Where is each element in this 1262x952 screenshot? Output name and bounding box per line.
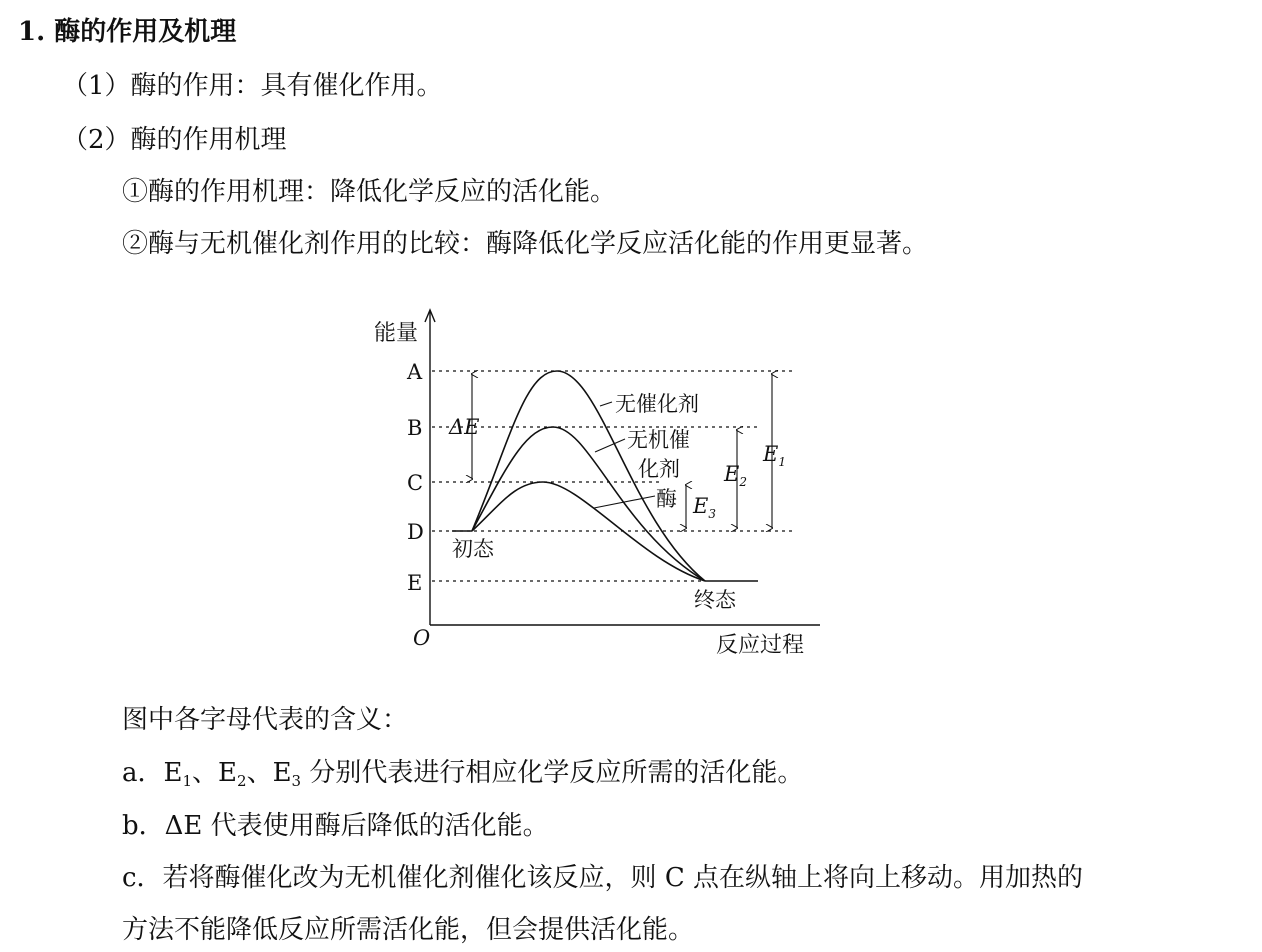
y-axis-label: 能量 <box>374 321 419 346</box>
point-2: ②酶与无机催化剂作用的比较：酶降低化学反应活化能的作用更显著。 <box>122 229 929 259</box>
level-b-label: B <box>407 416 423 440</box>
level-d-label: D <box>407 520 424 544</box>
label-inorganic-1: 无机催 <box>627 428 690 452</box>
level-a-label: A <box>407 360 423 384</box>
leader-no-catalyst <box>600 402 612 406</box>
note-b: b．ΔE 代表使用酶后降低的活化能。 <box>122 811 549 841</box>
item-1: （1）酶的作用：具有催化作用。 <box>62 71 443 101</box>
label-inorganic-2: 化剂 <box>638 457 680 481</box>
point-1: ①酶的作用机理：降低化学反应的活化能。 <box>122 177 617 207</box>
note-c-line-1: c．若将酶催化改为无机催化剂催化该反应，则 C 点在纵轴上将向上移动。用加热的 <box>122 863 1083 893</box>
notes-heading: 图中各字母代表的含义： <box>122 705 409 735</box>
note-a: a．$E_1$、$E_2$、$E_3$ 分别代表进行相应化学反应所需的活化能。 <box>122 758 804 790</box>
section-number: 1. <box>18 17 46 47</box>
x-axis-label: 反应过程 <box>716 633 805 658</box>
label-enzyme: 酶 <box>656 487 677 511</box>
note-c-line-2: 方法不能降低反应所需活化能，但会提供活化能。 <box>122 915 695 945</box>
label-delta-e: ΔE <box>449 415 480 439</box>
section-title: 酶的作用及机理 <box>54 17 237 47</box>
label-initial-state: 初态 <box>452 537 494 561</box>
label-e1: $E_1$ <box>763 442 786 469</box>
level-e-label: E <box>407 571 423 595</box>
label-no-catalyst: 无催化剂 <box>615 392 699 416</box>
label-final-state: 终态 <box>694 588 736 612</box>
label-e3: $E_3$ <box>693 494 716 521</box>
label-e2: $E_2$ <box>724 462 747 489</box>
leader-inorganic <box>595 439 625 452</box>
level-c-label: C <box>407 471 424 495</box>
item-2: （2）酶的作用机理 <box>62 125 287 155</box>
origin-label: O <box>413 626 431 650</box>
